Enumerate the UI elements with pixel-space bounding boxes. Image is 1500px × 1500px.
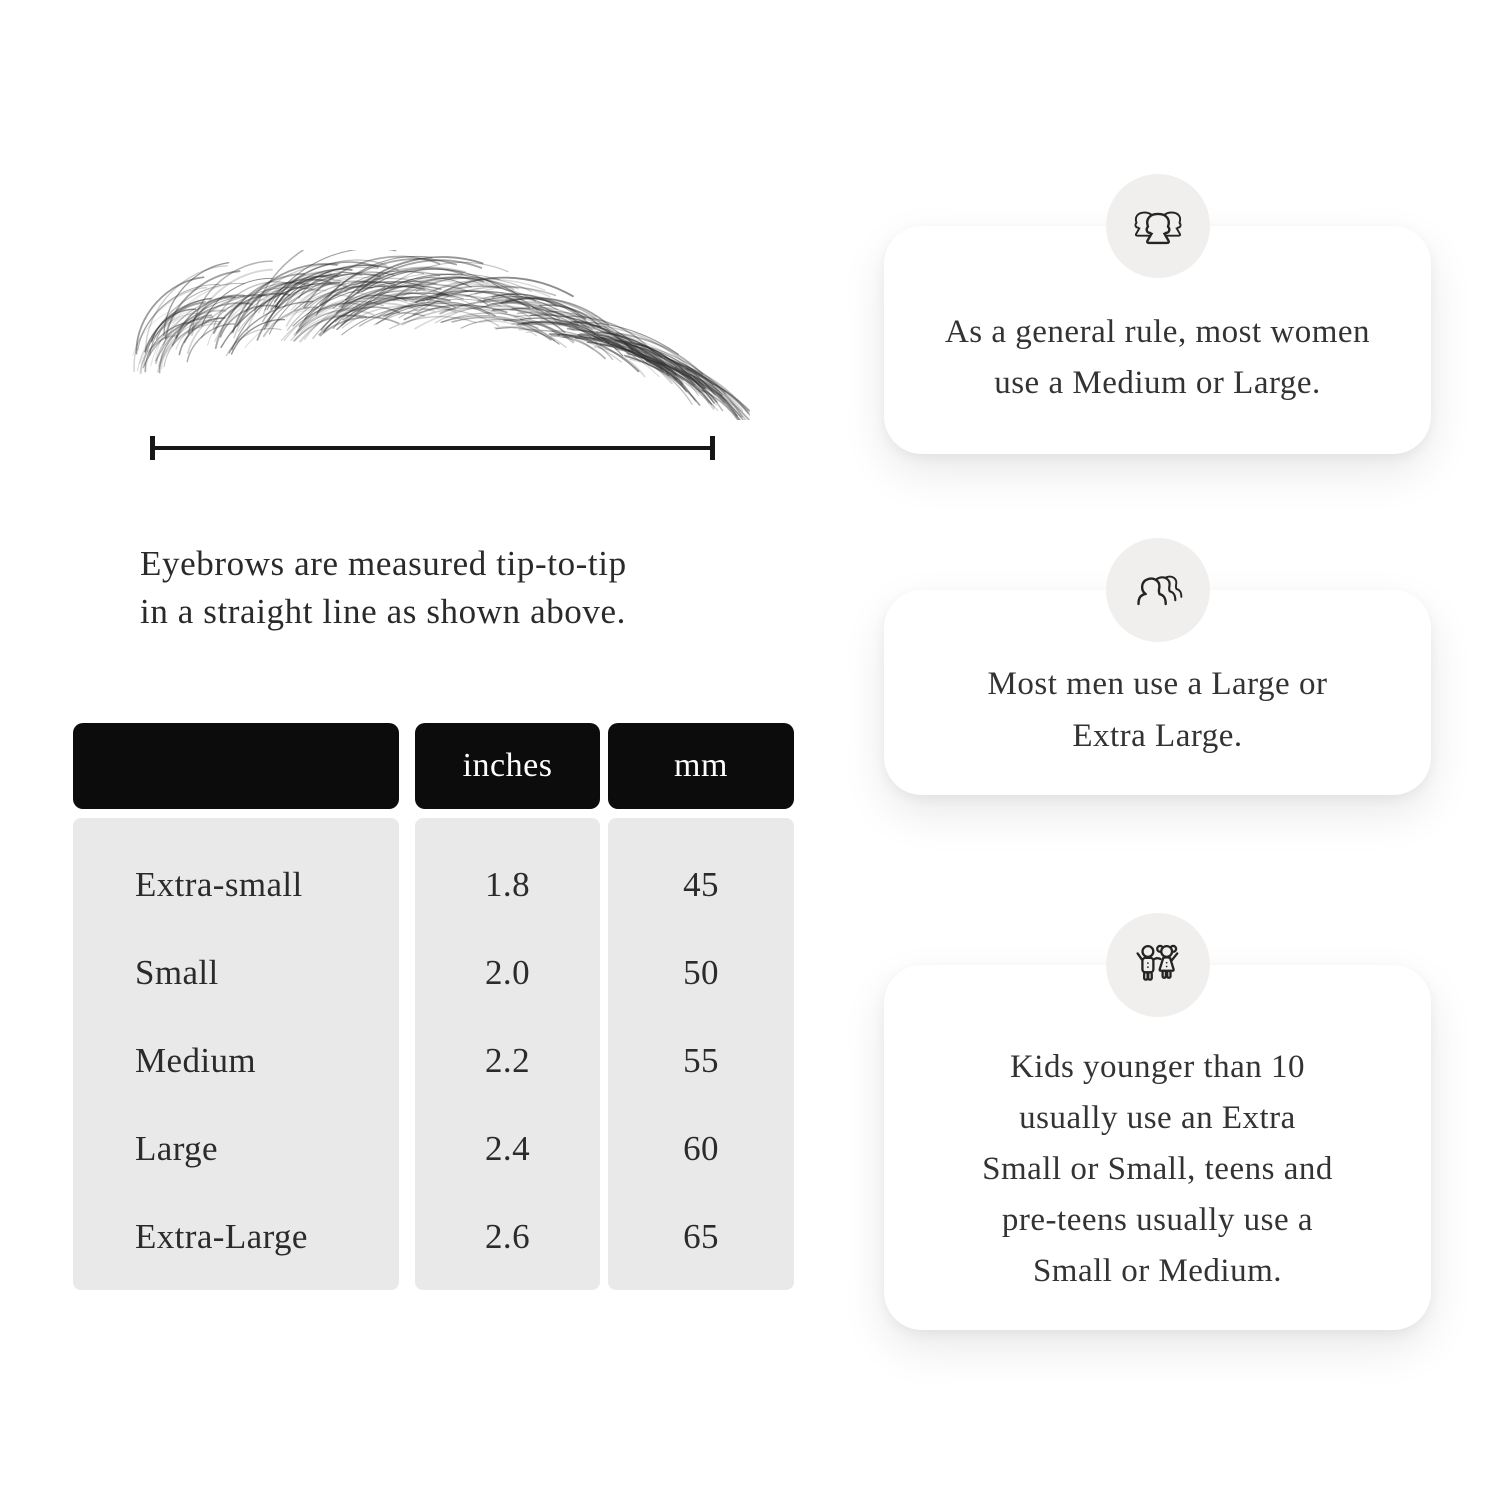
size-mm: 55	[683, 1041, 719, 1080]
card-text-line: Kids younger than 10	[1009, 1048, 1306, 1085]
card-text-men	[988, 659, 1328, 761]
caption-line-1: Eyebrows are measured tip-to-tip	[140, 544, 627, 583]
table-row	[73, 1193, 794, 1281]
table-header-inches: inches	[415, 723, 600, 809]
size-mm: 65	[683, 1217, 719, 1256]
info-card-men	[884, 590, 1431, 795]
men-group-icon	[1126, 565, 1190, 615]
size-inches: 1.8	[485, 865, 530, 904]
card-text-line: Most men use a Large or	[987, 666, 1328, 703]
size-label: Large	[135, 1129, 218, 1168]
size-label: Extra-small	[135, 865, 303, 904]
measurement-line	[150, 436, 715, 460]
table-rows	[73, 818, 794, 1281]
card-text-women	[945, 307, 1370, 409]
size-label: Small	[135, 953, 219, 992]
icon-circle	[1106, 538, 1210, 642]
size-inches: 2.4	[485, 1129, 530, 1168]
icon-circle	[1106, 174, 1210, 278]
card-text-line: Small or Medium.	[1032, 1253, 1283, 1290]
table-row	[73, 841, 794, 929]
eyebrow-illustration	[115, 250, 750, 420]
measurement-line-right-cap	[710, 436, 715, 460]
card-text-line: As a general rule, most women	[944, 313, 1371, 350]
table-row	[73, 1017, 794, 1105]
measurement-caption	[140, 540, 627, 637]
size-label: Extra-Large	[135, 1217, 308, 1256]
kids-icon	[1126, 940, 1190, 990]
info-card-women	[884, 226, 1431, 454]
icon-circle	[1106, 913, 1210, 1017]
size-mm: 45	[683, 865, 719, 904]
size-mm: 60	[683, 1129, 719, 1168]
size-label: Medium	[135, 1041, 257, 1080]
card-text-line: use a Medium or Large.	[994, 365, 1321, 401]
table-header-mm: mm	[608, 723, 794, 809]
table-row	[73, 929, 794, 1017]
caption-line-2: in a straight line as shown above.	[140, 592, 626, 632]
size-inches: 2.0	[485, 953, 530, 992]
card-text-line: Extra Large.	[1072, 717, 1243, 754]
table-row	[73, 1105, 794, 1193]
card-text-line: pre-teens usually use a	[1001, 1202, 1314, 1239]
card-text-kids	[982, 1042, 1333, 1298]
size-inches: 2.2	[485, 1041, 530, 1080]
card-text-line: usually use an Extra	[1019, 1099, 1296, 1136]
size-mm: 50	[683, 953, 719, 992]
size-inches: 2.6	[485, 1217, 530, 1256]
women-group-icon	[1126, 201, 1190, 251]
measurement-line-bar	[150, 446, 715, 450]
table-header-blank	[73, 723, 399, 809]
info-card-kids	[884, 965, 1431, 1330]
card-text-line: Small or Small, teens and	[982, 1150, 1333, 1187]
size-table	[73, 723, 794, 1290]
